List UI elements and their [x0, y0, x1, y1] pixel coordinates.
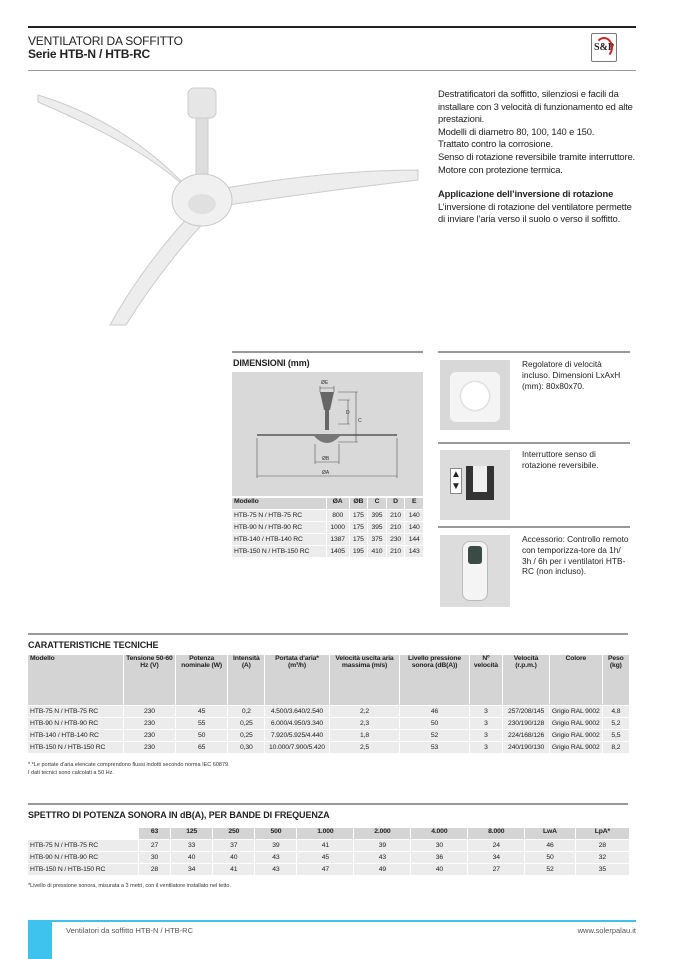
column-header: C: [368, 498, 386, 509]
table-cell: 30: [411, 840, 467, 851]
desc-line: Trattato contro la corrosione.: [438, 138, 553, 150]
note-line: * *Le portate d'aria elencate comprendono flussi indotti secondo norma IEC 60879.: [28, 762, 230, 768]
table-cell: 375: [368, 534, 386, 545]
table-cell: 395: [368, 510, 386, 521]
tech-title: CARATTERISTICHE TECNICHE: [28, 640, 159, 650]
table-cell: 210: [387, 522, 405, 533]
footer-accent: [28, 920, 52, 959]
table-cell: 4.500/3.640/2.540: [265, 706, 328, 717]
table-header-row: [232, 498, 423, 509]
desc-line: Modelli di diametro 80, 100, 140 e 150.: [438, 125, 595, 137]
brand-logo: S&P: [591, 33, 617, 62]
table-cell: HTB-75 N / HTB-75 RC: [28, 840, 138, 851]
table-cell: 8,2: [603, 742, 629, 753]
table-cell: 1387: [327, 534, 349, 545]
table-cell: HTB-75 N / HTB-75 RC: [28, 706, 123, 717]
desc-line: Motore con protezione termica.: [438, 163, 563, 175]
table-row: [28, 852, 629, 863]
table-row: [232, 522, 423, 533]
table-cell: 1000: [327, 522, 349, 533]
table-cell: 32: [576, 852, 629, 863]
table-row: [232, 534, 423, 545]
table-cell: 224/168/126: [503, 730, 549, 741]
speed-regulator-image: [440, 360, 510, 430]
table-cell: 50: [525, 852, 574, 863]
svg-text:ØA: ØA: [322, 470, 330, 476]
column-header: Modello: [232, 498, 326, 509]
column-header: 8.000: [468, 828, 524, 839]
table-cell: 36: [411, 852, 467, 863]
header-divider: [28, 70, 636, 71]
footer-website[interactable]: www.solerpalau.it: [577, 926, 636, 935]
column-header: Livello pressione sonora (dB(A)): [400, 655, 469, 705]
table-cell: 28: [576, 840, 629, 851]
table-cell: 43: [255, 864, 296, 875]
table-cell: 175: [350, 534, 368, 545]
column-header: Modello: [28, 655, 123, 705]
table-cell: 3: [470, 730, 502, 741]
table-cell: 30: [139, 852, 170, 863]
column-header: 250: [213, 828, 254, 839]
table-row: [28, 864, 629, 875]
column-header: 125: [171, 828, 212, 839]
column-header: Peso (kg): [603, 655, 629, 705]
table-cell: 46: [525, 840, 574, 851]
table-cell: 4,8: [603, 706, 629, 717]
column-header: Tensione 50-60 Hz (V): [124, 655, 175, 705]
column-header: Portata d'aria* (m³/h): [265, 655, 328, 705]
table-cell: 1,8: [330, 730, 400, 741]
top-rule: [28, 26, 636, 28]
table-header-row: [28, 828, 629, 839]
table-cell: 1405: [327, 546, 349, 557]
table-cell: 0,25: [228, 730, 264, 741]
column-header: 63: [139, 828, 170, 839]
column-header: 4.000: [411, 828, 467, 839]
table-cell: 5,2: [603, 718, 629, 729]
tech-rule: [28, 633, 628, 635]
table-cell: 37: [213, 840, 254, 851]
desc-line: Destratificatori da soffitto, silenziosi e facili da installare con 3 velocità di funzionamento ed alte prestazioni.: [438, 88, 633, 125]
note-line: I dati tecnici sono calcolati a 50 Hz.: [28, 769, 114, 776]
remote-control-image: [440, 535, 510, 607]
column-header: 1.000: [297, 828, 353, 839]
table-row: [28, 840, 629, 851]
table-cell: 0,30: [228, 742, 264, 753]
table-cell: Grigio RAL 9002: [551, 720, 600, 727]
column-header: ØB: [350, 498, 368, 509]
spectrum-title: SPETTRO DI POTENZA SONORA IN dB(A), PER BANDE DI FREQUENZA: [28, 810, 330, 820]
table-cell: 43: [255, 852, 296, 863]
table-cell: 230: [124, 718, 175, 729]
table-cell: 39: [255, 840, 296, 851]
column-header: 500: [255, 828, 296, 839]
table-cell: 0,25: [228, 718, 264, 729]
table-cell: 800: [327, 510, 349, 521]
dimension-diagram: [232, 372, 423, 496]
table-cell: 3: [470, 742, 502, 753]
table-cell: 230: [124, 742, 175, 753]
table-cell: Grigio RAL 9002: [551, 732, 600, 739]
svg-text:ØE: ØE: [321, 380, 329, 386]
table-cell: 53: [400, 742, 469, 753]
table-cell: 2,5: [330, 742, 400, 753]
table-cell: 39: [354, 840, 410, 851]
column-header: Potenza nominale (W): [176, 655, 228, 705]
table-cell: 49: [354, 864, 410, 875]
accessory-text: Regolatore di velocità incluso. Dimensioni LxAxH (mm): 80x80x70.: [522, 359, 621, 391]
page-title: Serie HTB-N / HTB-RC: [28, 47, 151, 61]
desc-line: Senso di rotazione reversibile tramite interruttore.: [438, 150, 635, 162]
table-header-row: [28, 655, 629, 705]
table-cell: 34: [171, 864, 212, 875]
table-cell: 210: [387, 546, 405, 557]
spectrum-note: *Livello di pressione sonora, misurata a 3 metri, con il ventilatore installato nel tetto.: [28, 883, 231, 889]
table-cell: 47: [297, 864, 353, 875]
table-cell: 35: [576, 864, 629, 875]
dim-rule: [232, 351, 423, 353]
table-cell: 0,2: [228, 706, 264, 717]
reverse-switch-image: ▲ ▼: [440, 450, 510, 520]
table-cell: 45: [176, 706, 228, 717]
table-cell: HTB-150 N / HTB-150 RC: [28, 742, 123, 753]
table-row: [28, 730, 629, 741]
table-cell: 24: [468, 840, 524, 851]
table-cell: 50: [176, 730, 228, 741]
table-cell: 41: [297, 840, 353, 851]
accessory-remote-control: [438, 526, 630, 616]
accessory-speed-regulator: [438, 351, 630, 431]
table-cell: 195: [350, 546, 368, 557]
table-cell: 33: [171, 840, 212, 851]
svg-text:D: D: [346, 410, 350, 416]
column-header: Velocità uscita aria massima (m/s): [330, 655, 400, 705]
table-cell: 50: [400, 718, 469, 729]
table-cell: 34: [468, 852, 524, 863]
table-cell: 230: [124, 730, 175, 741]
table-cell: 140: [405, 510, 423, 521]
page-category: VENTILATORI DA SOFFITTO: [28, 34, 183, 48]
table-row: [232, 546, 423, 557]
column-header: Intensità (A): [228, 655, 264, 705]
column-header: LpA*: [576, 828, 629, 839]
table-cell: 40: [213, 852, 254, 863]
tech-note: [28, 762, 230, 777]
column-header: Velocità (r.p.m.): [503, 655, 549, 705]
table-cell: 52: [400, 730, 469, 741]
table-cell: 40: [171, 852, 212, 863]
table-cell: HTB-140 / HTB-140 RC: [28, 730, 123, 741]
table-row: [28, 742, 629, 753]
product-description: [438, 88, 638, 226]
table-cell: Grigio RAL 9002: [551, 744, 600, 751]
table-cell: Grigio RAL 9002: [551, 708, 600, 715]
tech-table: [27, 654, 630, 754]
table-cell: HTB-90 N / HTB-90 RC: [232, 522, 326, 533]
table-cell: 41: [213, 864, 254, 875]
accessory-text: Interruttore senso di rotazione reversibile.: [522, 449, 599, 470]
table-cell: 28: [139, 864, 170, 875]
svg-text:C: C: [358, 418, 362, 424]
table-cell: 43: [354, 852, 410, 863]
table-cell: 395: [368, 522, 386, 533]
column-header: 2.000: [354, 828, 410, 839]
table-cell: 2,3: [330, 718, 400, 729]
ceiling-fan-image: [30, 80, 420, 330]
table-cell: 46: [400, 706, 469, 717]
dimensions-table: [231, 497, 424, 558]
column-header: D: [387, 498, 405, 509]
column-header: ØA: [327, 498, 349, 509]
table-row: [28, 706, 629, 717]
table-cell: 45: [297, 852, 353, 863]
accessory-reverse-switch: [438, 442, 630, 522]
table-cell: 140: [405, 522, 423, 533]
column-header: LwA: [525, 828, 574, 839]
spectrum-table: [27, 827, 630, 876]
table-cell: 230: [387, 534, 405, 545]
table-cell: 55: [176, 718, 228, 729]
table-cell: 3: [470, 706, 502, 717]
table-cell: 40: [411, 864, 467, 875]
column-header: [28, 828, 138, 839]
table-cell: 175: [350, 510, 368, 521]
table-cell: 6.000/4.950/3.340: [265, 718, 328, 729]
table-cell: 257/208/145: [503, 706, 549, 717]
table-cell: 2,2: [330, 706, 400, 717]
table-cell: HTB-140 / HTB-140 RC: [232, 534, 326, 545]
table-cell: 52: [525, 864, 574, 875]
accessory-text: Accessorio: Controllo remoto con temporizza-tore da 1h/ 3h / 6h per i ventilatori HTB-RC (non incluso).: [522, 534, 629, 577]
table-cell: HTB-90 N / HTB-90 RC: [28, 852, 138, 863]
table-cell: 27: [468, 864, 524, 875]
dimensions-title: DIMENSIONI (mm): [233, 358, 310, 368]
table-row: [28, 718, 629, 729]
table-cell: 10.000/7.900/5.420: [265, 742, 328, 753]
table-row: [232, 510, 423, 521]
spectrum-rule: [28, 803, 628, 805]
table-cell: 65: [176, 742, 228, 753]
table-cell: HTB-90 N / HTB-90 RC: [28, 718, 123, 729]
table-cell: 144: [405, 534, 423, 545]
table-cell: HTB-150 N / HTB-150 RC: [232, 546, 326, 557]
footer-rule: [28, 920, 636, 922]
desc-subtext: L’inversione di rotazione del ventilatore permette di inviare l’aria verso il suolo o verso il soffitto.: [438, 200, 632, 225]
table-cell: 175: [350, 522, 368, 533]
footer-title: Ventilatori da soffitto HTB-N / HTB-RC: [66, 926, 193, 935]
table-cell: 5,5: [603, 730, 629, 741]
desc-subtitle: Applicazione dell’inversione di rotazione: [438, 188, 614, 200]
svg-text:ØB: ØB: [322, 456, 330, 462]
table-cell: 230/190/128: [503, 718, 549, 729]
table-cell: HTB-150 N / HTB-150 RC: [28, 864, 138, 875]
column-header: E: [405, 498, 423, 509]
column-header: Nº velocità: [470, 655, 502, 705]
table-cell: 210: [387, 510, 405, 521]
table-cell: 410: [368, 546, 386, 557]
table-cell: HTB-75 N / HTB-75 RC: [232, 510, 326, 521]
table-cell: 143: [405, 546, 423, 557]
table-cell: 230: [124, 706, 175, 717]
table-cell: 240/190/130: [503, 742, 549, 753]
column-header: Colore: [550, 655, 602, 705]
table-cell: 27: [139, 840, 170, 851]
table-cell: 7.920/5.925/4.440: [265, 730, 328, 741]
table-cell: 3: [470, 718, 502, 729]
